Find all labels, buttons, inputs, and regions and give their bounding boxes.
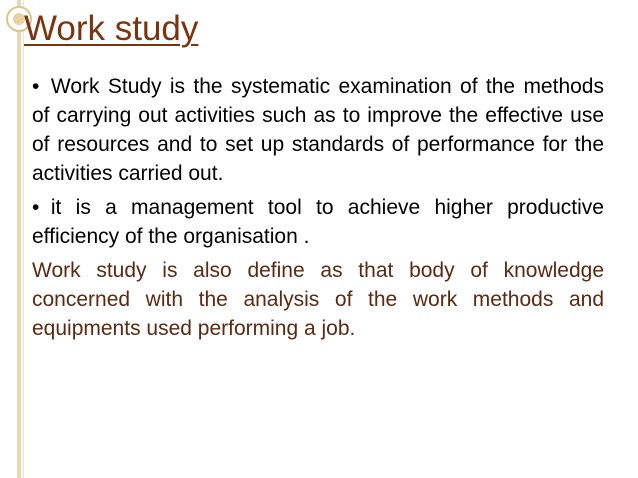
slide-title: Work study [24,9,199,48]
paragraph-definition [32,72,604,188]
paragraph-body-of-knowledge [32,256,604,343]
left-accent-bar [17,0,21,478]
slide-body [32,72,604,348]
left-accent-line [23,0,24,478]
paragraph-text: it is a management tool to achieve higher productive efficiency of the organisation . [32,196,604,248]
paragraph-management-tool [32,193,604,251]
bullet-marker: • [32,75,40,98]
paragraph-text: Work study is also define as that body of knowledge concerned with the analysis of the work methods and equipments used performing a job. [32,259,604,340]
bullet-marker: • [32,196,40,219]
paragraph-text: Work Study is the systematic examination of the methods of carrying out activities such as to improve the effective use of resources and to set up standards of performance for the activities carried out. [32,75,604,185]
